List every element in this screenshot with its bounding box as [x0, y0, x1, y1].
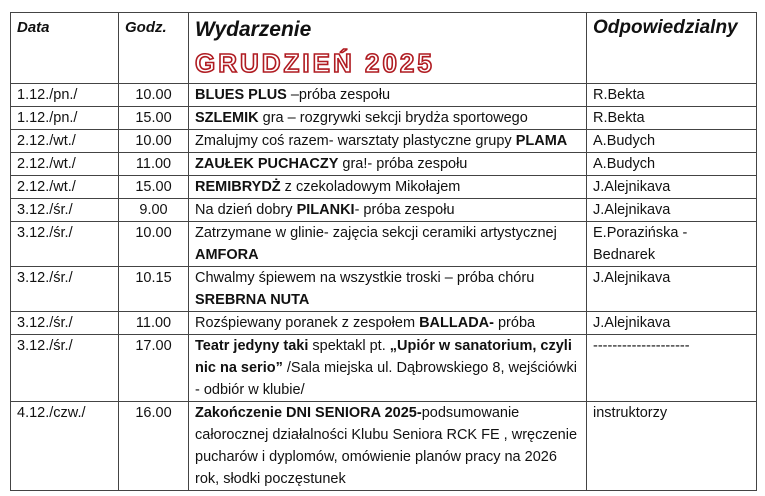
- event-text-part: Rozśpiewany poranek z zespołem: [195, 315, 420, 331]
- event-text-part: 2.12./wt./: [17, 156, 76, 172]
- event-text-part: 3.12./śr./: [17, 315, 73, 331]
- event-text-part: 9.00: [139, 202, 168, 218]
- header-event: Wydarzenie: [195, 18, 312, 41]
- table-row: [11, 153, 757, 176]
- event-text-part: z czekoladowym Mikołajem: [280, 179, 461, 195]
- event-text-part: R.Bekta: [593, 110, 645, 126]
- responsible-cell: [587, 84, 757, 107]
- table-row: [11, 267, 757, 312]
- event-text-part: 10.00: [135, 133, 172, 149]
- header-responsible: Odpowiedzialny: [587, 13, 757, 84]
- event-text-part: Zmalujmy coś razem- warsztaty plastyczne grupy: [195, 133, 516, 149]
- time-cell: [119, 199, 189, 222]
- time-cell: [119, 107, 189, 130]
- responsible-cell: [587, 312, 757, 335]
- event-text-part: A.Budych: [593, 156, 656, 172]
- event-text-part: J.Alejnikava: [593, 202, 671, 218]
- event-text-part: 4.12./czw./: [17, 405, 86, 421]
- event-text-part: instruktorzy: [593, 405, 668, 421]
- event-text-part: 10.15: [135, 270, 172, 286]
- table-row: [11, 312, 757, 335]
- event-text-part: 10.00: [135, 225, 172, 241]
- event-text-part: gra – rozgrywki sekcji brydża sportowego: [258, 110, 528, 126]
- event-cell: [189, 222, 587, 267]
- responsible-cell: [587, 176, 757, 199]
- date-cell: [11, 312, 119, 335]
- table-row: [11, 222, 757, 267]
- event-cell: [189, 176, 587, 199]
- month-stamp: GRUDZIEŃ 2025: [195, 48, 435, 78]
- event-text-part: próba: [493, 315, 536, 331]
- event-text-part: 2.12./wt./: [17, 133, 76, 149]
- responsible-cell: [587, 335, 757, 402]
- event-text-part: Zatrzymane w glinie- zajęcia sekcji ceramiki artystycznej: [195, 225, 557, 241]
- responsible-cell: [587, 107, 757, 130]
- event-text-part: PILANKI: [296, 202, 355, 218]
- event-text-part: REMIBRYDŻ: [195, 179, 281, 195]
- time-cell: [119, 402, 189, 491]
- event-text-part: –próba zespołu: [286, 87, 391, 103]
- date-cell: [11, 335, 119, 402]
- event-text-part: E.Porazińska - Bednarek: [593, 225, 688, 263]
- event-cell: [189, 107, 587, 130]
- responsible-cell: [587, 267, 757, 312]
- event-text-part: spektakl pt.: [308, 338, 390, 354]
- table-row: [11, 199, 757, 222]
- event-text-part: SREBRNA NUTA: [195, 292, 310, 308]
- date-cell: [11, 84, 119, 107]
- responsible-cell: [587, 199, 757, 222]
- event-text-part: ZAUŁEK PUCHACZY: [195, 156, 339, 172]
- event-cell: [189, 153, 587, 176]
- event-text-part: 17.00: [135, 338, 172, 354]
- event-cell: [189, 402, 587, 491]
- responsible-cell: [587, 222, 757, 267]
- event-cell: [189, 199, 587, 222]
- time-cell: [119, 312, 189, 335]
- time-cell: [119, 130, 189, 153]
- date-cell: [11, 176, 119, 199]
- date-cell: [11, 130, 119, 153]
- event-text-part: „Upiór w sanatorium, czyli nic na serio”: [195, 338, 572, 376]
- event-text-part: PLAMA: [515, 133, 568, 149]
- event-cell: [189, 267, 587, 312]
- event-text-part: 16.00: [135, 405, 172, 421]
- responsible-cell: [587, 153, 757, 176]
- responsible-cell: [587, 130, 757, 153]
- event-cell: [189, 84, 587, 107]
- event-text-part: Zakończenie DNI SENIORA 2025-: [195, 405, 422, 421]
- event-text-part: 1.12./pn./: [17, 110, 78, 126]
- event-text-part: 2.12./wt./: [17, 179, 76, 195]
- event-text-part: J.Alejnikava: [593, 179, 671, 195]
- event-text-part: - próba zespołu: [354, 202, 455, 218]
- time-cell: [119, 222, 189, 267]
- schedule-table: [10, 12, 757, 491]
- event-cell: [189, 312, 587, 335]
- event-text-part: 11.00: [135, 315, 172, 331]
- time-cell: [119, 84, 189, 107]
- event-text-part: 15.00: [135, 110, 172, 126]
- event-text-part: 1.12./pn./: [17, 87, 78, 103]
- event-text-part: 15.00: [135, 179, 172, 195]
- event-text-part: R.Bekta: [593, 87, 645, 103]
- event-text-part: Chwalmy śpiewem na wszystkie troski – próba chóru: [195, 270, 535, 286]
- event-cell: [189, 335, 587, 402]
- event-text-part: J.Alejnikava: [593, 315, 671, 331]
- event-text-part: SZLEMIK: [195, 110, 259, 126]
- date-cell: [11, 199, 119, 222]
- date-cell: [11, 153, 119, 176]
- event-text-part: 3.12./śr./: [17, 270, 73, 286]
- event-cell: [189, 130, 587, 153]
- table-row: [11, 402, 757, 491]
- table-row: [11, 107, 757, 130]
- event-text-part: --------------------: [593, 338, 690, 354]
- table-row: [11, 335, 757, 402]
- event-text-part: 3.12./śr./: [17, 225, 73, 241]
- table-row: [11, 84, 757, 107]
- time-cell: [119, 176, 189, 199]
- event-text-part: gra!- próba zespołu: [338, 156, 468, 172]
- event-text-part: BLUES PLUS: [195, 87, 287, 103]
- event-text-part: Teatr jedyny taki: [195, 338, 309, 354]
- event-text-part: AMFORA: [195, 247, 259, 263]
- responsible-cell: [587, 402, 757, 491]
- date-cell: [11, 107, 119, 130]
- header-time: Godz.: [119, 13, 189, 84]
- event-text-part: Na dzień dobry: [195, 202, 297, 218]
- date-cell: [11, 267, 119, 312]
- header-row: [11, 13, 757, 84]
- event-text-part: BALLADA-: [419, 315, 494, 331]
- header-event-cell: [189, 13, 587, 84]
- event-text-part: 3.12./śr./: [17, 202, 73, 218]
- event-text-part: /Sala miejska ul. Dąbrowskiego 8, wejściówki - odbiór w klubie/: [195, 360, 577, 398]
- table-row: [11, 176, 757, 199]
- table-row: [11, 130, 757, 153]
- date-cell: [11, 222, 119, 267]
- event-text-part: 10.00: [135, 87, 172, 103]
- date-cell: [11, 402, 119, 491]
- time-cell: [119, 335, 189, 402]
- event-text-part: A.Budych: [593, 133, 656, 149]
- time-cell: [119, 153, 189, 176]
- time-cell: [119, 267, 189, 312]
- event-text-part: 11.00: [135, 156, 172, 172]
- event-text-part: 3.12./śr./: [17, 338, 73, 354]
- header-date: Data: [11, 13, 119, 84]
- event-text-part: J.Alejnikava: [593, 270, 671, 286]
- event-text-part: podsumowanie całorocznej działalności Klubu Seniora RCK FE , wręczenie pucharów i dyplomów, omówienie planów pracy na 2026 rok, słodki poczęstunek: [195, 405, 578, 487]
